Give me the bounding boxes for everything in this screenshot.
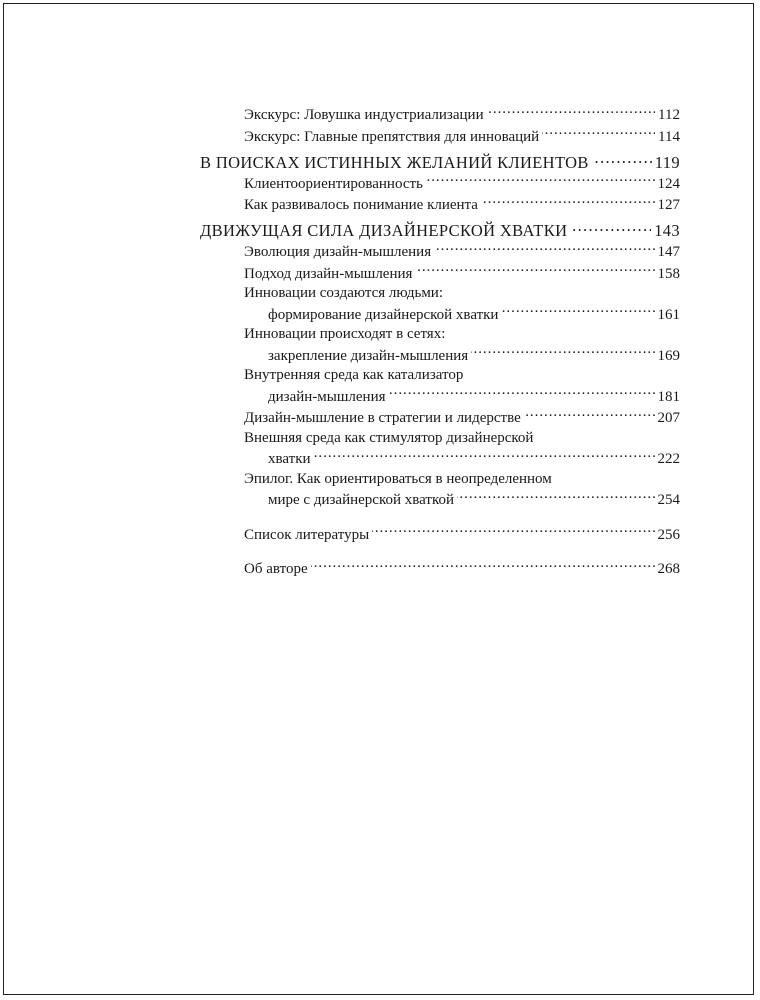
toc-entry-title: Список литературы — [244, 526, 370, 543]
dot-leader — [434, 241, 654, 256]
toc-page-number: 181 — [657, 388, 680, 405]
toc-entry-title-line1: Внутренняя среда как катализатор — [244, 367, 464, 383]
dot-leader — [426, 173, 655, 188]
dot-leader — [311, 558, 655, 573]
toc-entry[interactable] — [200, 407, 680, 429]
toc-entry[interactable] — [200, 126, 680, 148]
dot-leader — [481, 194, 655, 209]
dot-leader — [487, 104, 655, 119]
dot-leader — [314, 448, 655, 463]
toc-entry[interactable] — [200, 524, 680, 546]
toc-page-number: 119 — [654, 152, 680, 172]
toc-entry[interactable] — [200, 366, 680, 407]
dot-leader — [570, 220, 651, 237]
dot-leader — [524, 407, 655, 422]
toc-entry[interactable] — [200, 173, 680, 195]
toc-page-number: 161 — [657, 306, 680, 323]
toc-page-number: 114 — [658, 128, 680, 145]
dot-leader — [372, 524, 654, 539]
toc-entry-title: Экскурс: Ловушка индустриализации — [244, 107, 484, 123]
toc-entry[interactable] — [200, 325, 680, 366]
toc-entry-title-line1: Инновации происходят в сетях: — [244, 326, 446, 342]
toc-entry-title: Клиентоориентированность — [244, 175, 423, 192]
toc-entry[interactable] — [200, 104, 680, 126]
toc-entry-title: Эволюция дизайн-мышления — [244, 244, 432, 260]
toc-entry[interactable] — [200, 558, 680, 580]
toc-entry[interactable] — [200, 284, 680, 325]
dot-leader — [389, 386, 655, 401]
toc-page-number: 254 — [657, 492, 680, 508]
toc-chapter[interactable] — [200, 220, 680, 242]
dot-leader — [592, 151, 652, 168]
dot-leader — [457, 489, 654, 504]
toc-entry[interactable] — [200, 263, 680, 285]
toc-entry[interactable] — [200, 241, 680, 263]
toc-entry[interactable] — [200, 470, 680, 511]
toc-page-number: 158 — [657, 265, 680, 282]
dot-leader — [542, 126, 655, 141]
toc-entry-title-line2: формирование дизайнерской хватки — [268, 306, 499, 323]
toc-chapter-title: В ПОИСКАХ ИСТИННЫХ ЖЕЛАНИЙ КЛИЕНТОВ — [200, 152, 589, 172]
dot-leader — [501, 304, 654, 319]
table-of-contents — [200, 104, 680, 580]
toc-page-number: 256 — [657, 526, 680, 543]
toc-entry[interactable] — [200, 429, 680, 470]
toc-entry-title-line2: хватки — [268, 451, 311, 467]
toc-entry-title-line1: Внешняя среда как стимулятор дизайнерской — [244, 429, 534, 446]
toc-page-number: 207 — [657, 410, 680, 426]
toc-entry-title: Об авторе — [244, 561, 308, 577]
toc-chapter-title: ДВИЖУЩАЯ СИЛА ДИЗАЙНЕРСКОЙ ХВАТКИ — [200, 221, 568, 240]
toc-page-number: 147 — [657, 244, 680, 260]
toc-entry-title: Как развивалось понимание клиента — [244, 197, 478, 213]
toc-page-number: 143 — [654, 221, 680, 240]
toc-page-number: 169 — [657, 347, 680, 364]
toc-entry-title-line2: мире с дизайнерской хваткой — [268, 492, 455, 508]
dot-leader — [471, 345, 654, 360]
toc-chapter[interactable] — [200, 151, 680, 173]
toc-entry-title: Дизайн-мышление в стратегии и лидерстве — [244, 410, 521, 426]
toc-entry-title-line2: закрепление дизайн-мышления — [268, 347, 469, 364]
toc-page-number: 127 — [657, 197, 680, 213]
toc-page-number: 112 — [658, 107, 680, 123]
toc-entry-title-line2: дизайн-мышления — [268, 388, 386, 405]
toc-entry[interactable] — [200, 194, 680, 216]
toc-entry-title: Подход дизайн-мышления — [244, 265, 413, 282]
toc-page-number: 222 — [657, 451, 680, 467]
dot-leader — [415, 263, 654, 278]
toc-page-number: 124 — [657, 175, 680, 192]
toc-entry-title: Экскурс: Главные препятствия для инноваций — [244, 128, 540, 145]
toc-page-number: 268 — [657, 561, 680, 577]
toc-entry-title-line1: Инновации создаются людьми: — [244, 285, 444, 301]
toc-entry-title-line1: Эпилог. Как ориентироваться в неопределенном — [244, 470, 552, 487]
